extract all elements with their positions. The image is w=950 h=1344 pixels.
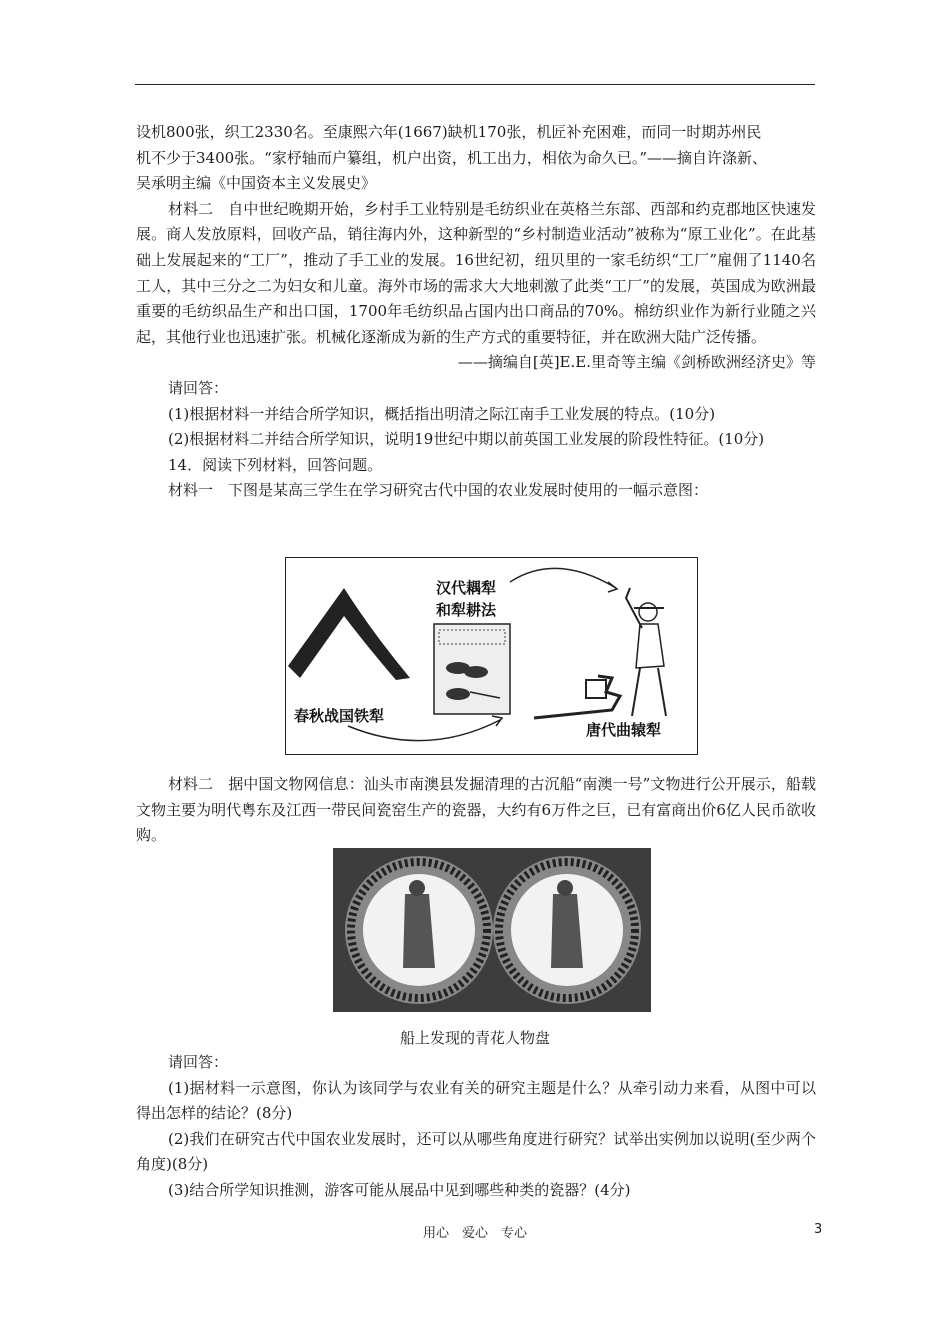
material1-tail-line1: 设机800张，织工2330名。至康熙六年(1667)缺机170张，机匠补充困难，而同一时期苏州民 (136, 123, 762, 141)
footer-motto: 用心 爱心 专心 (422, 1226, 527, 1241)
material1-tail-line3: 吴承明主编《中国资本主义发展史》 (136, 174, 377, 193)
label-han-line2: 和犁耕法 (436, 601, 497, 619)
porcelain-photo (333, 848, 651, 1012)
material1-tail-line2: 机不少于3400张。“家杼轴而户纂组，机户出资，机工出力，相依为命久已。”——摘自许涤新、 (136, 148, 768, 167)
label-iron-plow: 春秋战国铁犁 (294, 707, 385, 725)
header-rule (135, 84, 815, 85)
farmer-body (636, 624, 664, 668)
material2-source: ——摘编自[英]E.E.里奇等主编《剑桥欧洲经济史》等 (457, 353, 816, 372)
curved-plow (534, 676, 620, 718)
q14-intro: 14．阅读下列材料，回答问题。 (168, 455, 383, 474)
q14-sub1: (1)据材料一示意图，你认为该同学与农业有关的研究主题是什么？从牵引动力来看，从图中可以得出怎样的结论？(8分) (136, 1078, 816, 1123)
farmer-head (639, 603, 657, 621)
material2-paragraph: 材料二 自中世纪晚期开始，乡村手工业特别是毛纺织业在英格兰东部、西部和约克郡地区快速发展。商人发放原料，回收产品，销往海内外，这种新型的“乡村制造业活动”被称为“原工业化”。在此基础上发展起来的“工厂”，推动了手工业的发展。16世纪初，纽贝里的一家毛纺织“工厂”雇佣了1140名工人，其中三分之二为妇女和儿童。海外市场的需求大大地刺激了此类“工厂”的发展，英国成为欧洲最重要的毛纺织品生产和出口国，1700年毛纺织品占国内出口商品的70%。棉纺织业作为新行业随之兴起，其他行业也迅速扩张。机械化逐渐成为新的生产方式的重要特征，并在欧洲大陆广泛传播。 (136, 199, 816, 346)
upper-text-block (136, 120, 816, 504)
label-tang-plow: 唐代曲辕犁 (586, 721, 662, 739)
q14-sub3: (3)结合所学知识推测，游客可能从展品中见到哪些种类的瓷器？(4分) (168, 1180, 631, 1199)
iron-plow-shape (288, 588, 410, 680)
q14-material1: 材料一 下图是某高三学生在学习研究古代中国的农业发展时使用的一幅示意图： (168, 481, 709, 500)
plow-frame (586, 680, 606, 698)
page-number: 3 (814, 1222, 823, 1237)
porcelain-plates-art (333, 848, 651, 1012)
q13-prompt: 请回答： (168, 378, 229, 397)
q14-prompt: 请回答： (168, 1053, 229, 1071)
farmer-legs (632, 668, 666, 716)
q13-sub1: (1)根据材料一并结合所学知识，概括指出明清之际江南手工业发展的特点。(10分) (168, 404, 716, 423)
ox-2 (464, 666, 488, 678)
arrow-curve-top (510, 568, 616, 588)
q13-sub2: (2)根据材料二并结合所学知识，说明19世纪中期以前英国工业发展的阶段性特征。(10分) (168, 430, 765, 449)
arrow-head-top (608, 582, 617, 592)
agriculture-diagram (285, 557, 698, 755)
label-han-line1: 汉代耦犁 (436, 579, 497, 597)
q14-questions-block (136, 1050, 816, 1204)
photo-caption: 船上发现的青花人物盘 (399, 1029, 550, 1047)
q14-sub2: (2)我们在研究古代中国农业发展时，还可以从哪些角度进行研究？试举出实例加以说明(至少两个角度)(8分) (136, 1129, 816, 1174)
q14-material2: 材料二 据中国文物网信息：汕头市南澳县发掘清理的古沉船“南澳一号”文物进行公开展示，船载文物主要为明代粤东及江西一带民间瓷窑生产的瓷器，大约有6万件之巨，已有富商出价6亿人民币欲收购。 (136, 775, 816, 845)
q14-material2-block (136, 772, 816, 849)
ox-3 (446, 688, 470, 700)
